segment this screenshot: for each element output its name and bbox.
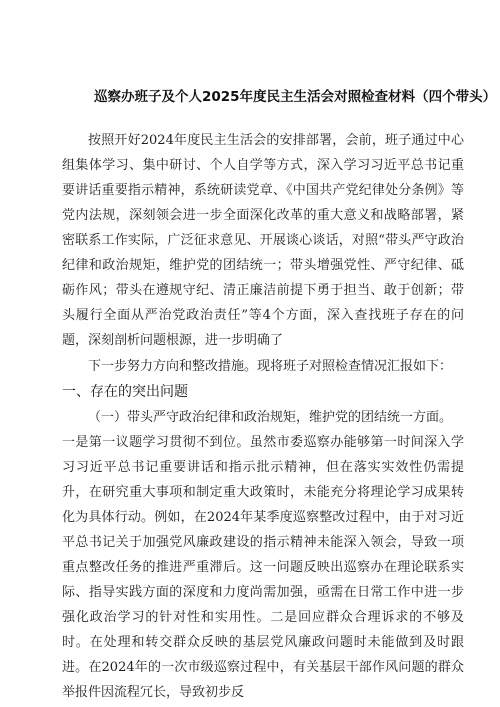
document-title: 巡察办班子及个人2025年度民主生活会对照检查材料（四个带头） [94, 89, 497, 105]
transition-paragraph: 下一步努力方向和整改措施。现将班子对照检查情况汇报如下： [88, 359, 453, 374]
document-body [62, 128, 464, 705]
section-heading: 一、存在的突出问题 [62, 384, 188, 400]
intro-paragraph: 按照开好2024年度民主生活会的安排部署，会前，班子通过中心组集体学习、集中研讨、个人自学等方式，深入学习习近平总书记重要讲话重要指示精神，系统研读党章、《中国共产党纪律处分条例》等党内法规，深刻领会进一步全面深化改革的重大意义和战略部署，紧密联系工作实际，广泛征求意见、开展谈心谈话，对照“带头严守政治纪律和政治规矩，维护党的团结统一；带头增强党性、严守纪律、砥砺作风；带头在遵规守纪、清正廉洁前提下勇于担当、敢于创新；带头履行全面从严治党政治责任”等4个方面，深入查找班子存在的问题，深刻剖析问题根源，进一步明确了 [62, 133, 464, 348]
subsection-body-paragraph: 一是第一议题学习贯彻不到位。虽然市委巡察办能够第一时间深入学习习近平总书记重要讲话和指示批示精神，但在落实实效性仍需提升，在研究重大事项和制定重大政策时，未能充分将理论学习成果转化为具体行动。例如，在2024年某季度巡察整改过程中，由于对习近平总书记关于加强党风廉政建设的指示精神未能深入领会，导致一项重点整改任务的推进严重滞后。这一问题反映出巡察办在理论联系实际、指导实践方面的深度和力度尚需加强，亟需在日常工作中进一步强化政治学习的针对性和实用性。二是回应群众合理诉求的不够及时。在处理和转交群众反映的基层党风廉政问题时未能做到及时跟进。在2024年的一次市级巡察过程中，有关基层干部作风问题的群众举报件因流程冗长，导致初步反 [62, 435, 464, 700]
subsection-heading: （一）带头严守政治纪律和政治规矩，维护党的团结统一方面。 [88, 410, 453, 425]
